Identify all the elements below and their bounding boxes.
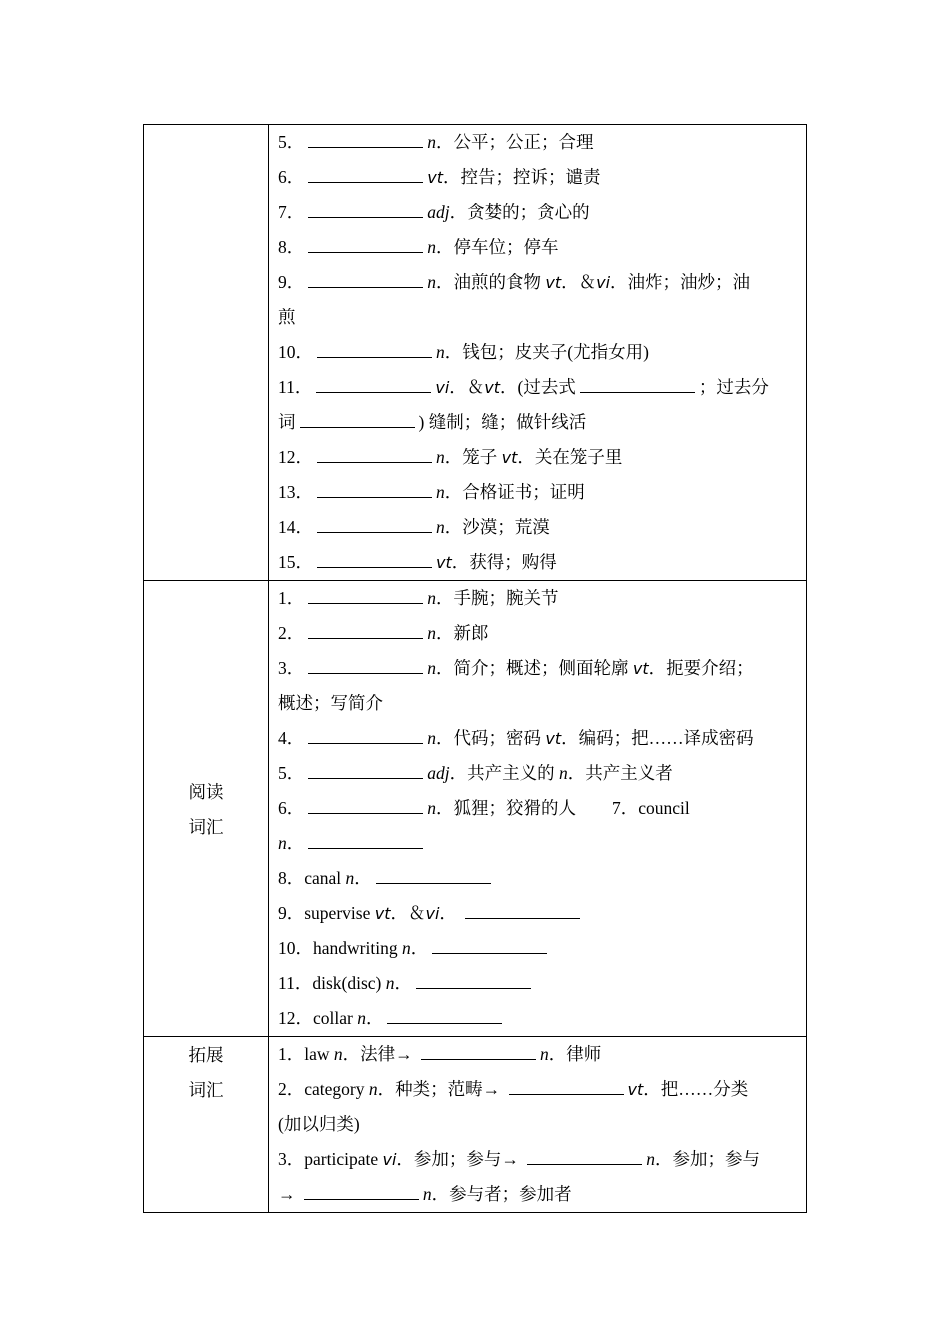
section-label-reading — [144, 581, 269, 1037]
answer-blank[interactable] — [421, 1042, 536, 1060]
answer-blank[interactable] — [308, 796, 423, 814]
section-core-content — [269, 125, 807, 581]
answer-blank[interactable] — [316, 375, 431, 393]
list-item: 11．disk(disc) n． — [278, 966, 798, 1001]
list-item: 6． vt．控告；控诉；谴责 — [278, 167, 601, 187]
list-item: 7． adj．贪婪的；贪心的 — [278, 202, 590, 222]
section-core-vocab — [144, 125, 807, 581]
answer-blank[interactable] — [308, 656, 423, 674]
answer-blank[interactable] — [308, 235, 423, 253]
section-extended-content — [269, 1037, 807, 1213]
answer-blank[interactable] — [509, 1077, 624, 1095]
list-item: 12．collar n． — [278, 1001, 798, 1036]
list-item: 9． n．油煎的食物 vt．＆vi．油炸；油炒；油 — [278, 272, 751, 292]
list-item-continuation: 词 ) 缝制；缝；做针线活 — [278, 412, 587, 432]
list-item-continuation: 概述；写简介 — [278, 693, 383, 713]
list-item: 12． n．笼子 vt．关在笼子里 — [278, 447, 623, 467]
section-reading-vocab — [144, 581, 807, 1037]
list-item: 11． vi．＆vt．(过去式 ；过去分 — [278, 377, 769, 397]
answer-blank[interactable] — [317, 550, 432, 568]
answer-blank[interactable] — [308, 586, 423, 604]
answer-blank[interactable] — [300, 410, 415, 428]
list-item-continuation: n． — [278, 826, 798, 861]
answer-blank[interactable] — [317, 340, 432, 358]
list-item: 14． n．沙漠；荒漠 — [278, 517, 550, 537]
list-item: 5． n．公平；公正；合理 — [278, 132, 594, 152]
answer-blank[interactable] — [387, 1006, 502, 1024]
section-reading-content — [269, 581, 807, 1037]
section-label-extended — [144, 1037, 269, 1213]
list-item-continuation: 煎 — [278, 307, 296, 327]
answer-blank[interactable] — [317, 445, 432, 463]
list-item: 8．canal n． — [278, 861, 798, 896]
label-line: 词汇 — [188, 816, 224, 837]
list-item: 9．supervise vt．＆vi． — [278, 896, 798, 931]
answer-blank[interactable] — [304, 1182, 419, 1200]
answer-blank[interactable] — [580, 375, 695, 393]
answer-blank[interactable] — [308, 130, 423, 148]
label-line: 词汇 — [188, 1080, 224, 1100]
list-item: 5． adj．共产主义的 n．共产主义者 — [278, 763, 673, 783]
list-item: 10． n．钱包；皮夹子(尤指女用) — [278, 342, 649, 362]
list-item: 1．law n．法律→ n．律师 — [278, 1044, 602, 1064]
list-item: 8． n．停车位；停车 — [278, 237, 559, 257]
answer-blank[interactable] — [317, 515, 432, 533]
list-item: 2． n．新郎 — [278, 623, 489, 643]
section-extended-vocab — [144, 1037, 807, 1213]
list-item: 15． vt．获得；购得 — [278, 552, 557, 572]
answer-blank[interactable] — [432, 936, 547, 954]
list-item: 13． n．合格证书；证明 — [278, 482, 585, 502]
answer-blank[interactable] — [308, 761, 423, 779]
list-item: 3． n．简介；概述；侧面轮廓 vt．扼要介绍； — [278, 658, 754, 678]
list-item: 3．participate vi．参加；参与→ n．参加；参与 — [278, 1149, 761, 1169]
list-item: 4． n．代码；密码 vt．编码；把……译成密码 — [278, 728, 754, 748]
section-label-empty — [144, 125, 269, 581]
answer-blank[interactable] — [308, 726, 423, 744]
answer-blank[interactable] — [527, 1147, 642, 1165]
answer-blank[interactable] — [376, 866, 491, 884]
answer-blank[interactable] — [308, 831, 423, 849]
answer-blank[interactable] — [416, 971, 531, 989]
list-item: 2．category n．种类；范畴→ vt．把……分类 — [278, 1079, 749, 1099]
answer-blank[interactable] — [308, 621, 423, 639]
list-item-continuation: (加以归类) — [278, 1114, 360, 1134]
label-line: 拓展 — [188, 1045, 224, 1065]
list-item: 1． n．手腕；腕关节 — [278, 588, 559, 608]
answer-blank[interactable] — [465, 901, 580, 919]
answer-blank[interactable] — [308, 165, 423, 183]
list-item-continuation: → n．参与者；参加者 — [278, 1184, 572, 1204]
list-item: 10．handwriting n． — [278, 931, 798, 966]
answer-blank[interactable] — [317, 480, 432, 498]
label-line: 阅读 — [188, 781, 224, 802]
answer-blank[interactable] — [308, 270, 423, 288]
answer-blank[interactable] — [308, 200, 423, 218]
list-item: 6． n．狐狸；狡猾的人 7．council — [278, 798, 690, 818]
vocabulary-table — [143, 124, 807, 1213]
